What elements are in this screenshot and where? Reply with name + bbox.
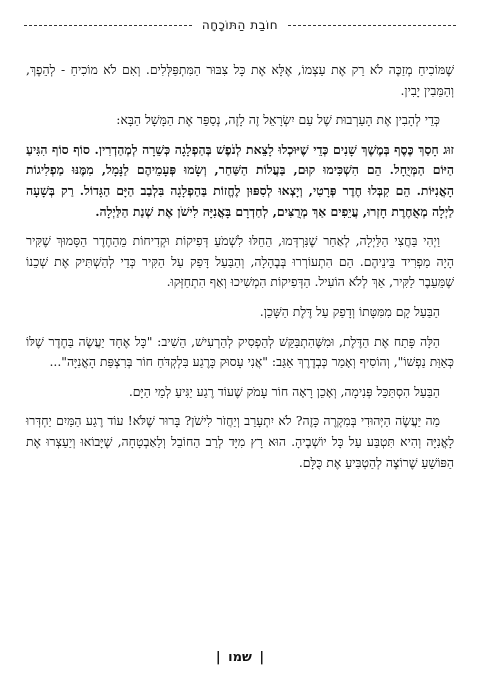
page-body <box>26 60 454 482</box>
running-header <box>24 14 456 36</box>
paragraph: מַה יַּעֲשֶׂה הַיְּהוּדִי בְּמִקְרֶה כָּזֶה? לֹא יִתְעָרֵב וְיַחֲזֹר לִישֹׁן? בָּרוּר שֶׁלֹּא! עוֹד רֶגַע הַמַּיִם יַחְדְּרוּ לָאֳנִיָּה וְהִיא תִּטְבַּע עַל כָּל יוֹשְׁבֶיהָ. הוּא רָץ מִיָּד לְרַב הַחוֹבֵל וְלַאַבְטָחָה, שֶׁיָּבוֹאוּ וְיַעַצְרוּ אֶת הַפּוֹשֵׁעַ שֶׁרוֹצֶה לְהַטְבִּיעַ אֶת כֻּלָּם. <box>26 413 454 470</box>
paragraph: וַיְהִי בַּחֲצִי הַלַּיְלָה, לְאַחַר שֶׁנִּרְדְּמוּ, הֵחֵלּוּ לִשְׁמֹעַ דְּפִיקוֹת וּקְדִיחוֹת מֵהַחֶדֶר הַסָּמוּךְ שֶׁקִּיר הָיָה מַפְרִיד בֵּינֵיהֶם. הֵם הִתְעוֹרְרוּ בְּבֶהָלָה, וְהַבַּעַל דָּפַק עַל הַקִּיר כְּדֵי לְהַשְׁתִּיק אֶת שְׁכֵנוֹ שֶׁמֵּעֵבֶר לַקִּיר, אַךְ לְלֹא הוֹעִיל. הַדְּפִיקוֹת הִמְשִׁיכוּ וְאַף הִתְחַזְּקוּ. <box>26 233 454 290</box>
paragraph: הַלָּה פָּתַח אֶת הַדֶּלֶת, וּמִשֶּׁהִתְבַּקֵּשׁ לְהַפְסִיק לְהַרְעִישׁ, הֵשִׁיב: "כָּל אֶחָד יַעֲשֶׂה בַּחֶדֶר שֶׁלּוֹ כְּאַוַּת נַפְשׁוֹ", וְהוֹסִיף וְאָמַר כְּבְדֶרֶךְ אַגַּב: "אֲנִי עָסוּק כָּרֶגַע בִּלְקְדֹּחַ חוֹר בְּרִצְפַּת הָאֳנִיָּה"... <box>26 333 454 370</box>
header-rule-left <box>24 25 192 26</box>
page-footer: | שמו | <box>215 650 265 665</box>
chapter-title: חוֹבַת הַתּוֹכָחָה <box>201 18 279 32</box>
parable-opening-paragraph: זוּג חָסַךְ כֶּסֶף בְּמֶשֶׁךְ שָׁנִים כְּדֵי שֶׁיּוּכְלוּ לָצֵאת לְנֹפֶשׁ בְּהַפְלָגָה כְּשֵׁרָה לְמְהַדְרִין. סוֹף סוֹף הִגִּיעַ הַיּוֹם הַמְּיֻחָל. הֵם הִשְׁכִּימוּ קוּם, בַּעֲלוֹת הַשַּׁחַר, וְשָׂמוּ פְּעָמֵיהֶם לַנָּמָל, מִמֶּנּוּ מַפְלִיגוֹת הָאֳנִיּוֹת. הֵם קִבְּלוּ חֶדֶר פְּרָטִי, וְיָצְאוּ לְסִפּוּן לֶחֱזוֹת בַּהַפְלָגָה בִּלְבַב הַיָּם הַגָּדוֹל. רַק בְּשָׁעָה לַיְלָה מְאֻחֶרֶת חָזְרוּ, עֲיֵפִים אַךְ מְרֻצִּים, לְחַדְרָם בָּאֳנִיָּה לִישֹׁן אֶת שְׁנַת הַלַּיְלָה. <box>26 141 454 219</box>
paragraph: הַבַּעַל קָם מִמִּטָּתוֹ וְדָפַק עַל דֶּלֶת הַשָּׁכֵן. <box>259 303 440 319</box>
header-rule-right <box>288 25 456 26</box>
paragraph: שֶׁמּוֹכִיחַ מְזַכֶּה לֹא רַק אֶת עַצְמוֹ, אֶלָּא אֶת כָּל צִבּוּר הַמִּתְפַּלְּלִים. וְאִם לֹא מוֹכִיחַ - לְהֵפֶךְ, וְהַמֵּבִין יָבִין. <box>26 62 454 98</box>
paragraph: כְּדֵי לְהָבִין אֶת הָעַרְבוּת שֶׁל עַם יִשְׂרָאֵל זֶה לָזֶה, נְסַפֵּר אֶת הַמָּשָׁל הַבָּא: <box>116 112 440 128</box>
paragraph: הַבַּעַל הִסְתַּכֵּל פְּנִימָה, וְאָכֵן רָאָה חוֹר עָמֹק שֶׁעוֹד רֶגַע יַגִּיעַ לְמֵי הַיָּם. <box>128 383 440 399</box>
